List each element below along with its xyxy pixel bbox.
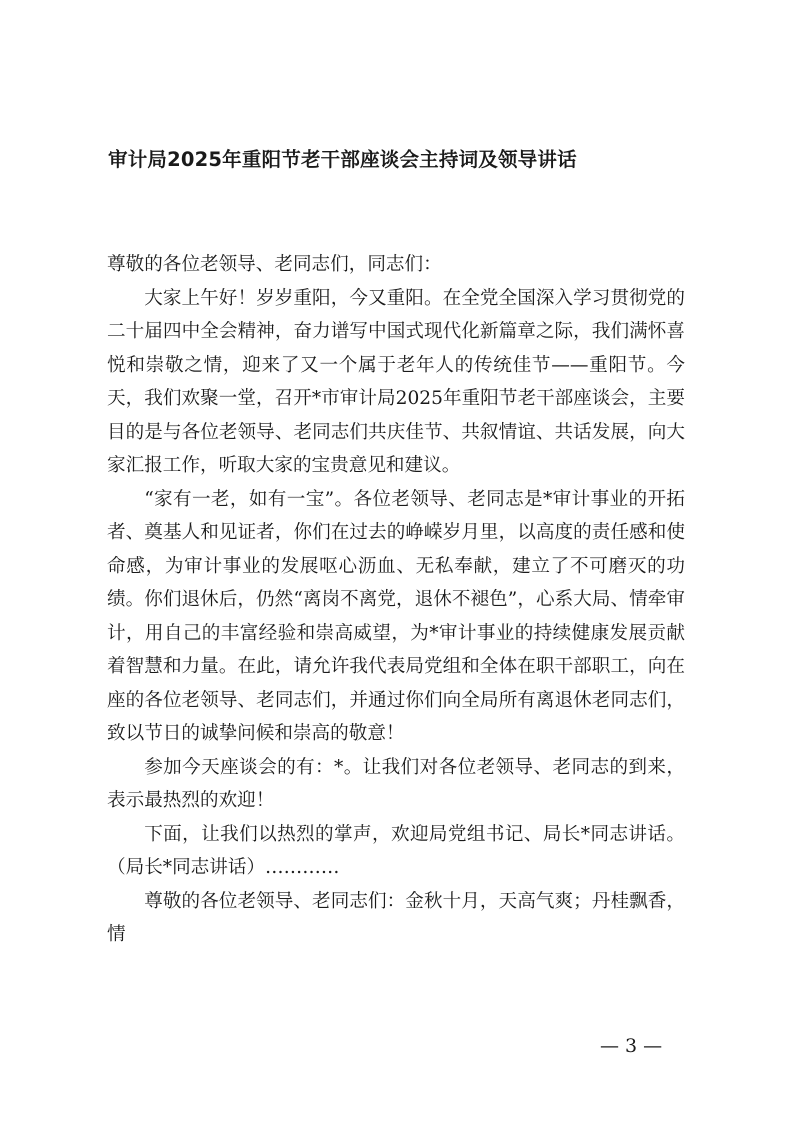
salutation: 尊敬的各位老领导、老同志们，同志们： [107,254,442,275]
paragraph-attendees: 参加今天座谈会的有：*。让我们对各位老领导、老同志的到来，表示最热烈的欢迎！ [107,756,685,811]
document-title: 审计局2025年重阳节老干部座谈会主持词及领导讲话 [108,148,577,171]
paragraph-greeting: 大家上午好！岁岁重阳，今又重阳。在全党全国深入学习贯彻党的二十届四中全会精神，奋力谱写中国式现代化新篇章之际，我们满怀喜悦和崇敬之情，迎来了又一个属于老年人的传统佳节——重阳节。今天，我们欢聚一堂，召开*市审计局2025年重阳节老干部座谈会，主要目的是与各位老领导、老同志们共庆佳节、共叙情谊、共话发展，向大家汇报工作，听取大家的宝贵意见和建议。 [107,287,685,476]
paragraph-speech-intro: 下面，让我们以热烈的掌声，欢迎局党组书记、局长*同志讲话。（局长*同志讲话）………… [107,823,685,878]
document-body [107,248,685,952]
page-number: — 3 — [600,1035,663,1057]
paragraph-tribute: “家有一老，如有一宝”。各位老领导、老同志是*审计事业的开拓者、奠基人和见证者，你们在过去的峥嵘岁月里，以高度的责任感和使命感，为审计事业的发展呕心沥血、无私奉献，建立了不可磨灭的功绩。你们退休后，仍然“离岗不离党，退休不褪色”，心系大局、情牵审计，用自己的丰富经验和崇高威望，为*审计事业的持续健康发展贡献着智慧和力量。在此，请允许我代表局党组和全体在职干部职工，向在座的各位老领导、老同志们，并通过你们向全局所有离退休老同志们，致以节日的诚挚问候和崇高的敬意！ [107,488,685,744]
paragraph-speech-start: 尊敬的各位老领导、老同志们：金秋十月，天高气爽；丹桂飘香，情 [107,890,685,945]
